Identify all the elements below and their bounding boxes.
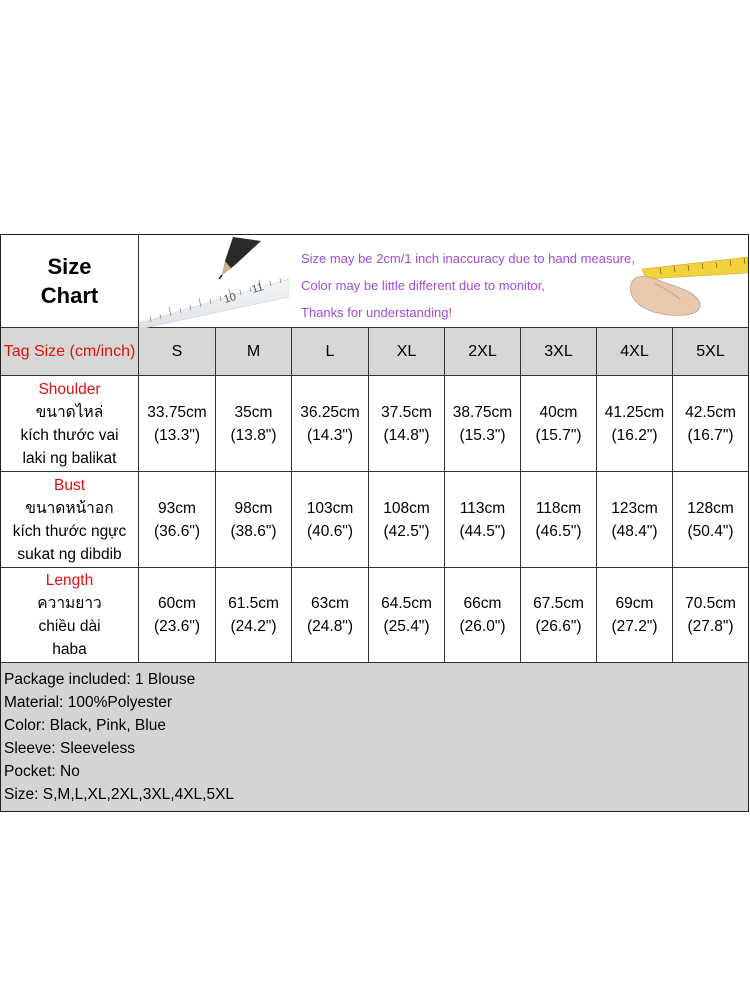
size-header-l: L xyxy=(292,328,369,375)
note-thanks: Thanks for understanding! xyxy=(301,305,453,320)
measurement-label: Bust ขนาดหน้าอก kích thước ngực sukat ng dibdib xyxy=(1,472,139,567)
note-color: Color may be little different due to monitor, xyxy=(301,278,545,293)
chart-title-line2: Chart xyxy=(40,283,99,308)
measurement-cell: 41.25cm (16.2") xyxy=(597,376,673,471)
info-sleeve: Sleeve: Sleeveless xyxy=(4,740,135,757)
size-header-2xl: 2XL xyxy=(445,328,521,375)
chart-title xyxy=(1,235,139,327)
measurement-cell: 37.5cm (14.8") xyxy=(369,376,445,471)
measurement-cell: 70.5cm (27.8") xyxy=(685,595,736,635)
measurement-label: Shoulder ขนาดไหล่ kích thước vai laki ng balikat xyxy=(1,376,139,471)
title-row xyxy=(1,235,748,328)
info-material: Material: 100%Polyester xyxy=(4,694,172,711)
measurement-cell: 35cm (13.8") xyxy=(216,376,292,471)
measurement-cell: 123cm (48.4") xyxy=(597,472,673,567)
size-header-xl: XL xyxy=(369,328,445,375)
measurement-cell: 67.5cm (26.6") xyxy=(521,568,597,662)
measurement-cell: 128cm (50.4") xyxy=(687,499,734,540)
ruler-pencil-illustration xyxy=(139,235,289,328)
measurement-cell: 113cm (44.5") xyxy=(445,472,521,567)
measurement-row-length xyxy=(1,568,748,663)
chart-title-line1: Size xyxy=(47,254,92,279)
measurement-cell: 103cm (40.6") xyxy=(292,472,369,567)
size-header-3xl: 3XL xyxy=(521,328,597,375)
measurement-banner xyxy=(139,235,748,327)
measurement-cell: 108cm (42.5") xyxy=(369,472,445,567)
measurement-cell: 40cm (15.7") xyxy=(521,376,597,471)
tag-size-row xyxy=(1,328,748,376)
info-package: Package included: 1 Blouse xyxy=(4,671,196,688)
measurement-cell: 60cm (23.6") xyxy=(139,568,216,662)
tape-measure-hand-illustration xyxy=(620,235,748,328)
size-header-m: M xyxy=(216,328,292,375)
ruler-number-10: 10 xyxy=(222,290,238,306)
measurement-cell: 61.5cm (24.2") xyxy=(216,568,292,662)
measurement-row-shoulder xyxy=(1,376,748,472)
measurement-cell: 98cm (38.6") xyxy=(216,472,292,567)
size-header-s: S xyxy=(139,328,216,375)
size-chart xyxy=(0,234,749,812)
measurement-cell: 63cm (24.8") xyxy=(292,568,369,662)
measurement-cell: 69cm (27.2") xyxy=(597,568,673,662)
measurement-cell: 33.75cm (13.3") xyxy=(139,376,216,471)
measurement-cell: 42.5cm (16.7") xyxy=(685,403,736,444)
size-header-5xl: 5XL xyxy=(696,342,725,360)
info-color: Color: Black, Pink, Blue xyxy=(4,717,166,734)
measurement-cell: 118cm (46.5") xyxy=(521,472,597,567)
product-info-panel xyxy=(1,663,748,811)
measurement-cell: 66cm (26.0") xyxy=(445,568,521,662)
measurement-cell: 38.75cm (15.3") xyxy=(445,376,521,471)
measurement-cell: 36.25cm (14.3") xyxy=(292,376,369,471)
measurement-row-bust xyxy=(1,472,748,568)
note-inaccuracy: Size may be 2cm/1 inch inaccuracy due to hand measure, xyxy=(301,251,635,266)
info-sizes: Size: S,M,L,XL,2XL,3XL,4XL,5XL xyxy=(4,786,235,803)
measurement-label: Length ความยาว chiều dài haba xyxy=(1,568,139,662)
measurement-cell: 64.5cm (25.4") xyxy=(369,568,445,662)
hand-icon xyxy=(631,276,701,315)
ruler-number-11: 11 xyxy=(250,281,265,296)
info-pocket: Pocket: No xyxy=(4,763,80,780)
size-header-4xl: 4XL xyxy=(597,328,673,375)
measurement-cell: 93cm (36.6") xyxy=(139,472,216,567)
tag-size-label: Tag Size (cm/inch) xyxy=(1,328,139,375)
